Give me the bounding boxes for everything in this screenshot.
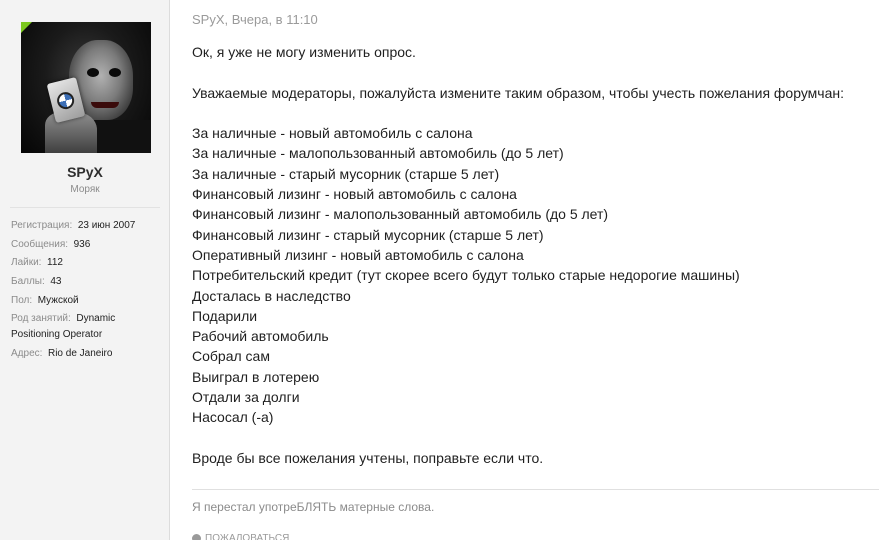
user-title: Моряк — [70, 184, 100, 195]
user-info-divider — [10, 207, 160, 208]
avatar-card-logo-icon — [55, 90, 76, 111]
poll-option-line: Насосал (-а) — [192, 409, 274, 426]
poll-option-line: Рабочий автомобиль — [192, 328, 329, 345]
stat-messages: Сообщения: 936 — [11, 238, 91, 250]
stat-registration: Регистрация: 23 июн 2007 — [11, 220, 136, 231]
poll-option-line: Финансовый лизинг - малопользованный автомобиль (до 5 лет) — [192, 206, 609, 223]
poll-option-line: Выиграл в лотерею — [192, 368, 320, 385]
poll-option-line: За наличные - новый автомобиль с салона — [192, 125, 473, 142]
poll-option-line: За наличные - старый мусорник (старше 5 лет) — [192, 165, 500, 182]
stat-points: Баллы: 43 — [11, 276, 62, 288]
user-avatar[interactable] — [21, 22, 151, 153]
user-stats — [11, 218, 163, 365]
poll-option-line: Досталась в наследство — [192, 287, 351, 304]
signature-divider — [192, 489, 879, 490]
stat-address: Адрес: Rio de Janeiro — [11, 348, 113, 360]
username[interactable]: SPyX — [67, 164, 103, 180]
user-signature: Я перестал употреБЛЯТЬ матерные слова. — [192, 500, 435, 514]
report-icon — [192, 534, 201, 540]
stat-occupation: Род занятий: Dynamic Positioning Operator — [11, 313, 116, 341]
post-intro: Ок, я уже не могу изменить опрос. — [192, 44, 416, 60]
poll-option-line: Потребительский кредит (тут скорее всего будут только старые недорогие машины) — [192, 267, 740, 284]
poll-options-list — [192, 123, 872, 427]
poll-option-line: Собрал сам — [192, 348, 270, 365]
post-author-link[interactable]: SPyX — [192, 12, 225, 27]
poll-option-line: За наличные - малопользованный автомобиль (до 5 лет) — [192, 145, 564, 162]
post-closing: Вроде бы все пожелания учтены, поправьте если что. — [192, 449, 544, 466]
user-info-panel — [0, 0, 170, 540]
poll-option-line: Финансовый лизинг - старый мусорник (старше 5 лет) — [192, 226, 544, 243]
post-message — [171, 0, 879, 540]
poll-option-line: Финансовый лизинг - новый автомобиль с салона — [192, 186, 517, 203]
post-request: Уважаемые модераторы, пожалуйста измените таким образом, чтобы учесть пожелания форумчан: — [192, 84, 845, 101]
poll-option-line: Оперативный лизинг - новый автомобиль с салона — [192, 246, 524, 263]
poll-option-line: Отдали за долги — [192, 389, 300, 406]
online-status-icon — [21, 22, 32, 33]
poll-option-line: Подарили — [192, 307, 258, 324]
post-date-link[interactable]: Вчера, в 11:10 — [231, 12, 318, 27]
avatar-mouth — [91, 102, 119, 108]
post-meta: SPyX, Вчера, в 11:10 — [192, 12, 318, 27]
report-button[interactable] — [192, 533, 289, 540]
report-label: ПОЖАЛОВАТЬСЯ — [205, 533, 290, 540]
avatar-eye-left — [87, 68, 99, 77]
avatar-eye-right — [109, 68, 121, 77]
post-body — [192, 42, 872, 468]
stat-gender: Пол: Мужской — [11, 294, 79, 306]
stat-likes: Лайки: 112 — [11, 257, 63, 269]
